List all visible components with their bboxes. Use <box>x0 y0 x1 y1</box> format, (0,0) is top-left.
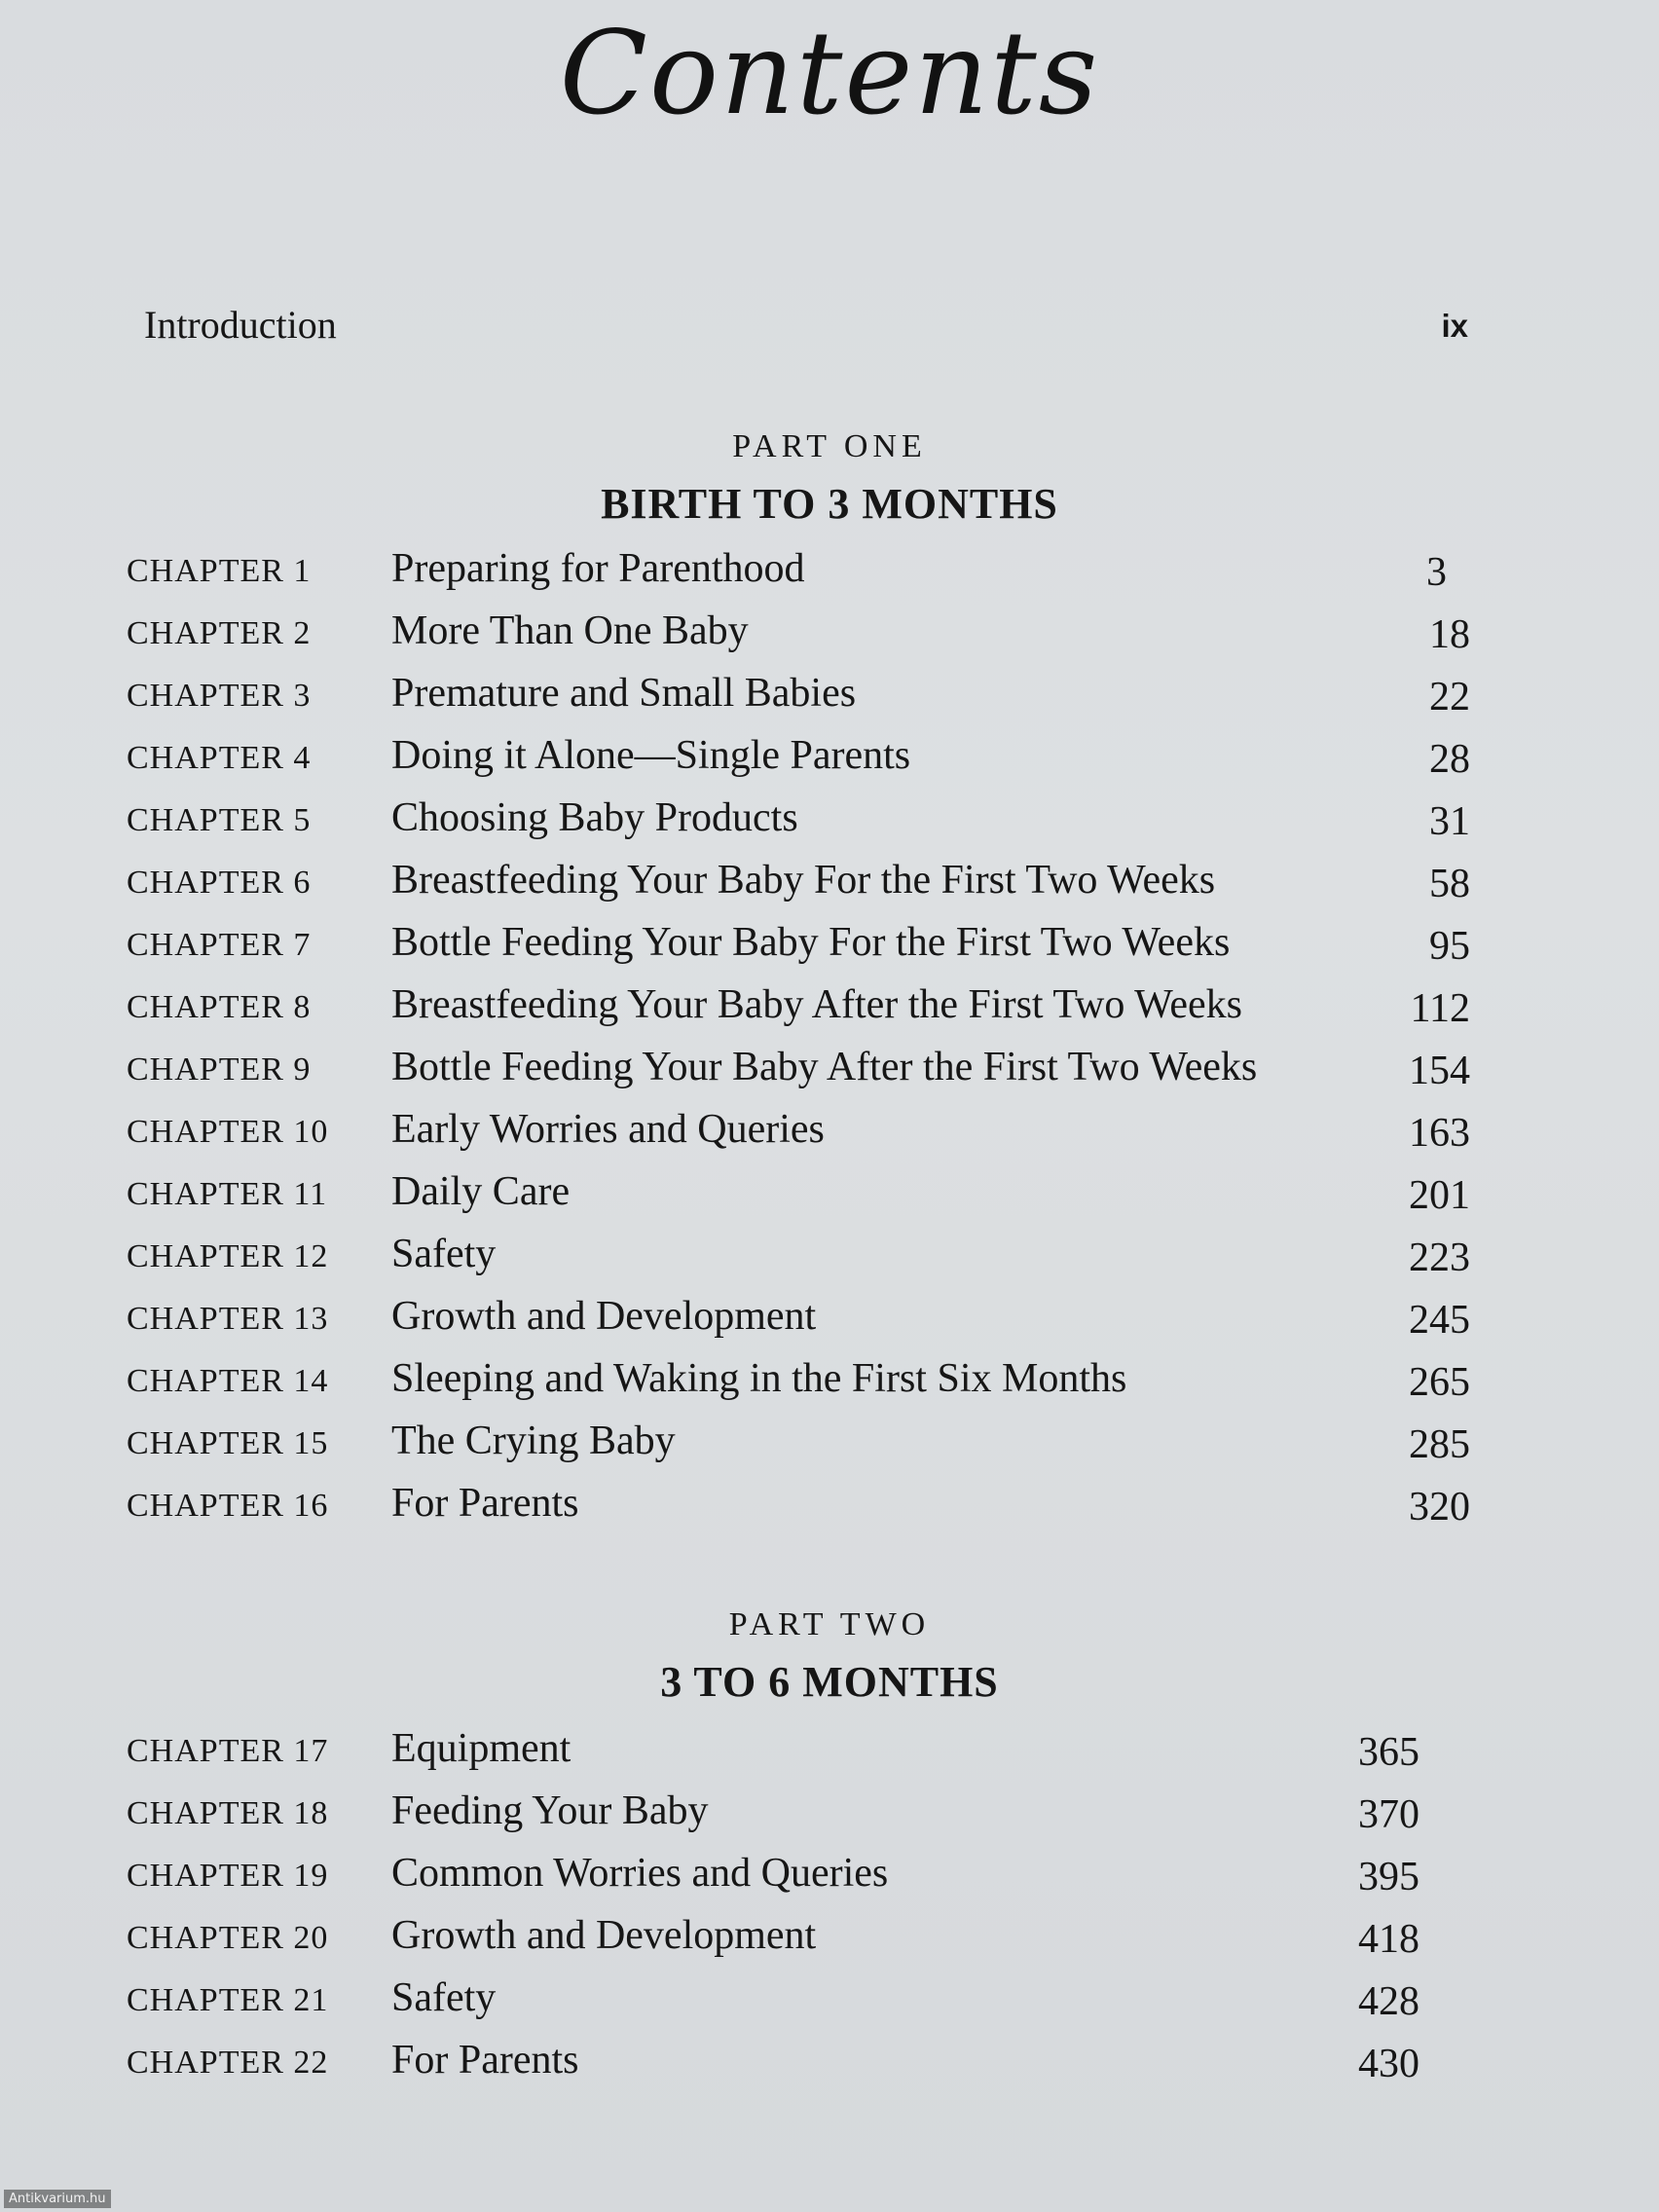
chapter-title: Common Worries and Queries <box>391 1851 889 1896</box>
toc-row <box>127 608 1470 670</box>
page-number: 430 <box>1358 2042 1419 2086</box>
introduction-entry <box>144 302 1468 356</box>
chapter-title: Equipment <box>391 1726 571 1771</box>
page-number: 265 <box>1409 1360 1470 1405</box>
chapter-number: CHAPTER 5 <box>127 802 312 838</box>
toc-row <box>127 1480 1470 1542</box>
introduction-label: Introduction <box>144 303 337 347</box>
toc-row <box>127 794 1470 857</box>
page-number: 370 <box>1358 1792 1419 1837</box>
chapter-number: CHAPTER 15 <box>127 1425 329 1461</box>
page-number: 58 <box>1429 862 1470 906</box>
page-number: 320 <box>1409 1485 1470 1530</box>
chapter-title: Early Worries and Queries <box>391 1107 825 1152</box>
chapter-number: CHAPTER 19 <box>127 1858 329 1894</box>
chapter-title: Feeding Your Baby <box>391 1788 709 1833</box>
toc-row <box>127 1725 1470 1788</box>
toc-row <box>127 1355 1470 1418</box>
toc-row <box>127 1231 1470 1293</box>
page-number: 365 <box>1358 1730 1419 1775</box>
introduction-page-number: ix <box>1441 308 1468 344</box>
toc-row <box>127 2037 1470 2099</box>
chapter-number: CHAPTER 16 <box>127 1488 329 1524</box>
toc-row <box>127 919 1470 981</box>
chapter-number: CHAPTER 8 <box>127 989 312 1025</box>
chapter-title: Preparing for Parenthood <box>391 546 805 591</box>
chapter-title: Safety <box>391 1232 497 1276</box>
chapter-number: CHAPTER 4 <box>127 740 312 776</box>
page-number: 28 <box>1429 737 1470 782</box>
toc-row <box>127 1106 1470 1168</box>
chapter-title: Growth and Development <box>391 1913 817 1958</box>
chapter-title: Premature and Small Babies <box>391 671 857 716</box>
chapter-title: Sleeping and Waking in the First Six Months <box>391 1356 1127 1401</box>
chapter-number: CHAPTER 9 <box>127 1051 312 1088</box>
chapter-number: CHAPTER 13 <box>127 1301 329 1337</box>
page-number: 223 <box>1409 1235 1470 1280</box>
chapter-number: CHAPTER 21 <box>127 1982 329 2018</box>
chapter-title: Doing it Alone—Single Parents <box>391 733 911 778</box>
part-two-title: 3 TO 6 MONTHS <box>660 1658 999 1706</box>
chapter-title: Breastfeeding Your Baby After the First Two Weeks <box>391 982 1243 1027</box>
chapter-title: Daily Care <box>391 1169 571 1214</box>
chapter-number: CHAPTER 14 <box>127 1363 329 1399</box>
chapter-number: CHAPTER 18 <box>127 1795 329 1831</box>
page-number: 285 <box>1409 1422 1470 1467</box>
chapter-number: CHAPTER 6 <box>127 865 312 901</box>
page-number: 112 <box>1410 986 1470 1031</box>
chapter-title: The Crying Baby <box>391 1419 676 1463</box>
toc-row <box>127 1418 1470 1480</box>
chapter-title: For Parents <box>391 1481 579 1526</box>
chapter-title: For Parents <box>391 2038 579 2083</box>
part-one-chapter-list <box>127 545 1470 1542</box>
toc-row <box>127 1974 1470 2037</box>
page-number: 31 <box>1429 799 1470 844</box>
chapter-title: Safety <box>391 1975 497 2020</box>
chapter-number: CHAPTER 20 <box>127 1920 329 1956</box>
toc-row <box>127 1850 1470 1912</box>
page-number: 395 <box>1358 1855 1419 1899</box>
chapter-number: CHAPTER 12 <box>127 1238 329 1274</box>
part-two-chapter-list <box>127 1725 1470 2099</box>
page-title: Contents <box>559 6 1100 140</box>
toc-row <box>127 545 1470 608</box>
page-number: 3 <box>1426 550 1447 595</box>
toc-row <box>127 1044 1470 1106</box>
toc-row <box>127 732 1470 794</box>
chapter-number: CHAPTER 1 <box>127 553 312 589</box>
page-number: 22 <box>1429 675 1470 719</box>
chapter-number: CHAPTER 7 <box>127 927 312 963</box>
page-number: 245 <box>1409 1298 1470 1343</box>
page-number: 418 <box>1358 1917 1419 1962</box>
page-number: 428 <box>1358 1979 1419 2024</box>
part-one-title: BIRTH TO 3 MONTHS <box>601 480 1058 528</box>
toc-row <box>127 981 1470 1044</box>
chapter-number: CHAPTER 2 <box>127 615 312 651</box>
chapter-title: Growth and Development <box>391 1294 817 1339</box>
chapter-number: CHAPTER 10 <box>127 1114 329 1150</box>
page-number: 95 <box>1429 924 1470 969</box>
toc-row <box>127 1168 1470 1231</box>
chapter-title: Bottle Feeding Your Baby After the First Two Weeks <box>391 1045 1258 1089</box>
toc-row <box>127 857 1470 919</box>
chapter-number: CHAPTER 3 <box>127 678 312 714</box>
page-number: 154 <box>1409 1049 1470 1093</box>
toc-row <box>127 670 1470 732</box>
part-two-label: PART TWO <box>728 1606 931 1642</box>
chapter-number: CHAPTER 22 <box>127 2045 329 2081</box>
toc-row <box>127 1912 1470 1974</box>
chapter-title: More Than One Baby <box>391 608 749 653</box>
chapter-title: Breastfeeding Your Baby For the First Two Weeks <box>391 858 1216 903</box>
part-one-label: PART ONE <box>732 428 927 464</box>
chapter-number: CHAPTER 17 <box>127 1733 329 1769</box>
page-number: 201 <box>1409 1173 1470 1218</box>
chapter-title: Bottle Feeding Your Baby For the First Two Weeks <box>391 920 1231 965</box>
watermark: Antikvarium.hu <box>4 2190 111 2208</box>
page-number: 163 <box>1409 1111 1470 1156</box>
chapter-number: CHAPTER 11 <box>127 1176 328 1212</box>
toc-row <box>127 1788 1470 1850</box>
page-number: 18 <box>1429 612 1470 657</box>
toc-row <box>127 1293 1470 1355</box>
chapter-title: Choosing Baby Products <box>391 795 798 840</box>
